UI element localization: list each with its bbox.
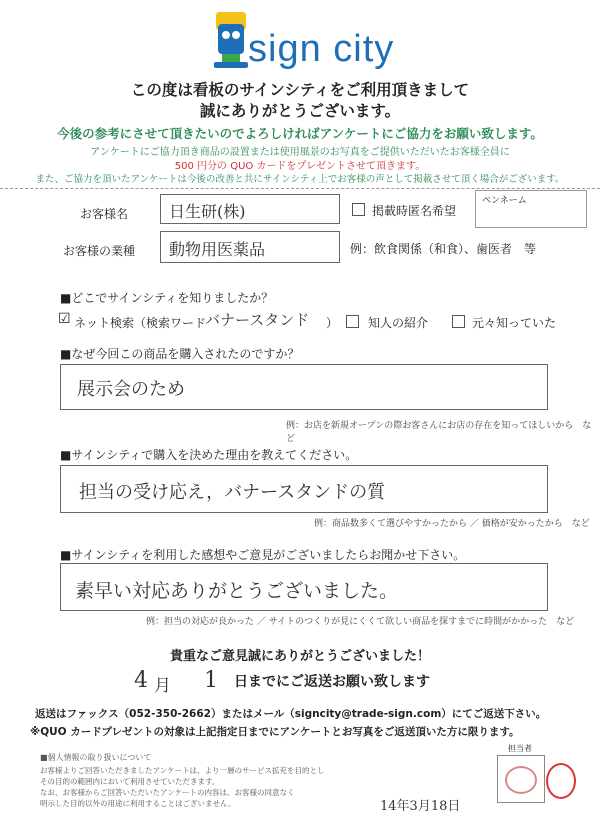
referral-checkbox[interactable] <box>346 315 359 328</box>
date-value: 14年3月18日 <box>380 799 461 814</box>
note-line2: 500 円分の QUO カードをプレゼントさせて頂きます。 <box>174 161 426 172</box>
customer-name-label: お客様名 <box>80 207 129 221</box>
question-3: ■サインシティで購入を決めた理由を教えてください。 <box>60 448 358 462</box>
divider <box>0 188 600 189</box>
q4-answer-box[interactable] <box>60 563 548 611</box>
q4-answer: 素早い対応ありがとうございました。 <box>75 580 399 602</box>
quo-note: ※QUO カードプレゼントの対象は上記指定日までにアンケートとお写真をご返送頂いた方に限ります。 <box>30 726 520 738</box>
thanks-text: 貴重なご意見誠にありがとうございました！ <box>169 649 430 664</box>
question-1: ■どこでサインシティを知りましたか？ <box>60 291 274 305</box>
question-2: ■なぜ今回この商品を購入されたのですか？ <box>60 347 300 361</box>
deadline-day: 1 <box>204 668 218 693</box>
privacy-line2: その目的の範囲内において利用させていただきます。 <box>40 777 220 786</box>
deadline-text: 日までにご返送お願い致します <box>234 674 430 690</box>
search-word-value: バナースタンド <box>205 311 310 329</box>
q3-example: 例：商品数多くて選びやすかったから ／ 価格が安かったから など <box>314 519 590 529</box>
penname-field[interactable] <box>475 190 587 228</box>
industry-example: 例：飲食関係（和食）、歯医者 等 <box>350 242 537 256</box>
brand-name: sign city <box>248 28 395 70</box>
staff-label: 担当者 <box>508 744 532 753</box>
industry-value: 動物用医薬品 <box>169 240 266 259</box>
q3-answer-box[interactable] <box>60 465 548 513</box>
anon-label: 掲載時匿名希望 <box>372 204 457 218</box>
privacy-line4: 明示した目的以外の用途に利用することはございません。 <box>40 799 236 808</box>
seal-stamp-icon <box>546 763 576 799</box>
net-search-close: ） <box>326 316 339 330</box>
industry-label: お客様の業種 <box>63 244 136 258</box>
question-4: ■サインシティを利用した感想やご意見がございましたらお聞かせ下さい。 <box>60 548 466 562</box>
already-knew-checkbox[interactable] <box>452 315 465 328</box>
note-line3: また、ご協力を頂いたアンケートは今後の改善と共にサインシティ上でお客様の声として掲載させて頂く場合がございます。 <box>35 174 565 185</box>
deadline-month: 4 <box>134 668 148 693</box>
privacy-line3: なお、お客様からご回答いただいたアンケートの内容は、お客様の同意なく <box>40 788 295 797</box>
q3-answer: 担当の受け応え，バナースタンドの質 <box>79 482 386 503</box>
referral-label: 知人の紹介 <box>368 316 429 330</box>
customer-name-value: 日生研(株) <box>169 202 246 221</box>
staff-stamp-icon <box>505 766 537 794</box>
deadline-row <box>134 668 450 696</box>
q2-answer-box[interactable] <box>60 364 548 410</box>
note-line1: アンケートにご協力頂き商品の設置または使用風景のお写真をご提供いただいたお客様全員に <box>90 147 510 158</box>
request-text: 今後の参考にさせて頂きたいのでよろしければアンケートにご協力をお願い致します。 <box>57 126 543 141</box>
net-search-checkbox[interactable]: ☑ <box>58 311 71 327</box>
q2-example: 例：お店を新規オープンの際お客さんにお店の存在を知ってほしいから など <box>286 421 592 444</box>
already-knew-label: 元々知っていた <box>472 316 557 330</box>
privacy-title: ■個人情報の取り扱いについて <box>40 753 152 762</box>
title-line1: この度は看板のサインシティをご利用頂きまして <box>130 81 470 99</box>
customer-name-field[interactable] <box>160 194 340 224</box>
q4-example: 例：担当の対応が良かった ／ サイトのつくりが見にくくて欲しい商品を探すまでに時間がかかった など <box>146 617 575 627</box>
net-search-label: ネット検索（検索ワード <box>74 316 207 330</box>
return-info: 返送はファックス（052-350-2662）またはメール（signcity@trade-sign.com）にてご返送下さい。 <box>35 708 547 720</box>
industry-field[interactable] <box>160 231 340 263</box>
deadline-month-unit: 月 <box>154 676 171 696</box>
privacy-line1: お客様よりご回答いただきましたアンケートは、より一層のサービス拡充を目的とし <box>40 766 325 775</box>
penname-label: ペンネーム <box>482 196 527 206</box>
title-line2: 誠にありがとうございます。 <box>199 102 401 120</box>
q2-answer: 展示会のため <box>77 379 185 400</box>
staff-box <box>497 755 545 803</box>
anon-checkbox[interactable] <box>352 203 365 216</box>
